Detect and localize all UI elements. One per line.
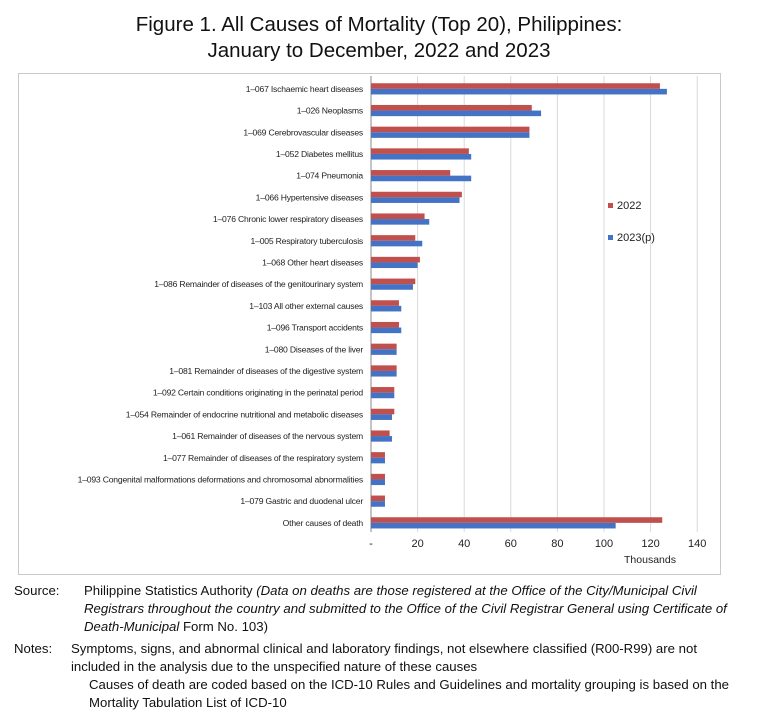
source-label: Source: <box>14 583 60 598</box>
category-label: 1–067 Ischaemic heart diseases <box>245 83 363 94</box>
bar-2023 <box>371 154 471 160</box>
notes-label: Notes: <box>14 641 53 656</box>
x-tick-label: 60 <box>504 538 517 550</box>
bar-2022 <box>371 235 415 241</box>
bar-2023 <box>371 436 392 442</box>
source-note <box>14 582 744 636</box>
category-label: 1–066 Hypertensive diseases <box>255 192 363 203</box>
bar-2023 <box>371 241 422 247</box>
legend-swatch-2023 <box>608 235 613 240</box>
x-tick-label: 140 <box>688 538 707 550</box>
bar-2022 <box>371 83 660 89</box>
bar-2022 <box>371 279 415 285</box>
category-label: 1–080 Diseases of the liver <box>264 344 363 355</box>
bar-2023 <box>371 306 401 312</box>
category-label: 1–093 Congenital malformations deformations and chromosomal abnormalities <box>77 474 363 485</box>
note-1: Symptoms, signs, and abnormal clinical and laboratory findings, not elsewhere classified (R00-R99) are not included in the analysis due to the unspecified nature of these causes <box>71 641 697 674</box>
bar-2023 <box>371 479 385 485</box>
bar-2022 <box>371 127 529 133</box>
chart-title-line-1: Figure 1. All Causes of Mortality (Top 20), Philippines: <box>135 13 623 36</box>
note-2 <box>71 676 744 712</box>
category-label: 1–074 Pneumonia <box>296 170 363 181</box>
bar-2022 <box>371 517 662 523</box>
bar-2022 <box>371 213 425 219</box>
x-tick-label: 40 <box>458 538 471 550</box>
category-label: 1–054 Remainder of endocrine nutritional and metabolic diseases <box>125 409 363 420</box>
bar-2022 <box>371 387 394 393</box>
bar-2022 <box>371 452 385 458</box>
category-label: 1–086 Remainder of diseases of the genitourinary system <box>154 279 363 290</box>
bar-2022 <box>371 496 385 502</box>
bar-2023 <box>371 328 401 334</box>
category-label: 1–061 Remainder of diseases of the nervous system <box>172 431 363 442</box>
category-label: 1–005 Respiratory tuberculosis <box>250 235 363 246</box>
bar-2023 <box>371 111 541 117</box>
bar-2023 <box>371 458 385 464</box>
source-tail: Form No. 103) <box>179 619 268 634</box>
category-label: 1–079 Gastric and duodenal ulcer <box>240 496 363 507</box>
category-label: 1–081 Remainder of diseases of the digestive system <box>169 365 363 376</box>
bar-2023 <box>371 132 529 138</box>
bar-2022 <box>371 344 397 350</box>
bar-2023 <box>371 501 385 507</box>
bar-2022 <box>371 192 462 198</box>
x-tick-label: 120 <box>641 538 660 550</box>
category-label: Other causes of death <box>282 517 363 528</box>
legend-label-2022: 2022 <box>617 200 642 212</box>
category-label: 1–069 Cerebrovascular diseases <box>243 127 363 138</box>
source-italic: (Data on deaths are those registered at the Office of the City/Municipal Civil Registrars throughout the country and submitted to the Office of the Civil Registrar General using Certificate of Death-Municipal <box>84 583 727 634</box>
chart-title-line-2: January to December, 2022 and 2023 <box>207 39 551 62</box>
bar-2022 <box>371 430 390 436</box>
bar-2023 <box>371 197 460 203</box>
bar-2023 <box>371 176 471 182</box>
bar-2023 <box>371 262 418 268</box>
bar-2023 <box>371 393 394 399</box>
bar-2023 <box>371 89 667 95</box>
bar-2022 <box>371 300 399 306</box>
source-org: Philippine Statistics Authority <box>84 583 257 598</box>
category-label: 1–103 All other external causes <box>249 300 363 311</box>
category-label: 1–096 Transport accidents <box>266 322 363 333</box>
bar-2022 <box>371 170 450 176</box>
category-label: 1–092 Certain conditions originating in the perinatal period <box>152 387 363 398</box>
note-2-text: Causes of death are coded based on the ICD-10 Rules and Guidelines and mortality grouping is based on the Mortality Tabulation List of ICD-10 <box>89 677 729 710</box>
bar-2023 <box>371 349 397 355</box>
bar-2022 <box>371 474 385 480</box>
bar-2022 <box>371 365 397 371</box>
notes-section <box>14 640 744 712</box>
category-label: 1–076 Chronic lower respiratory diseases <box>212 214 363 225</box>
bar-2023 <box>371 414 392 420</box>
x-tick-label: 100 <box>594 538 614 550</box>
bar-2022 <box>371 148 469 154</box>
bar-2023 <box>371 371 397 377</box>
bar-2023 <box>371 284 413 290</box>
legend-swatch-2022 <box>608 203 613 208</box>
legend-label-2023: 2023(p) <box>617 232 655 244</box>
bar-2022 <box>371 257 420 263</box>
category-label: 1–077 Remainder of diseases of the respiratory system <box>162 452 363 463</box>
x-tick-label: 80 <box>551 538 564 550</box>
x-tick-label: - <box>369 538 373 550</box>
bar-2023 <box>371 219 429 225</box>
category-label: 1–026 Neoplasms <box>296 105 363 116</box>
x-axis-title: Thousands <box>624 554 676 566</box>
category-label: 1–052 Diabetes mellitus <box>275 148 363 159</box>
category-label: 1–068 Other heart diseases <box>262 257 363 268</box>
bar-2022 <box>371 409 394 415</box>
x-tick-label: 20 <box>411 538 424 550</box>
bar-2022 <box>371 322 399 328</box>
bar-2022 <box>371 105 532 111</box>
bar-2023 <box>371 523 616 529</box>
